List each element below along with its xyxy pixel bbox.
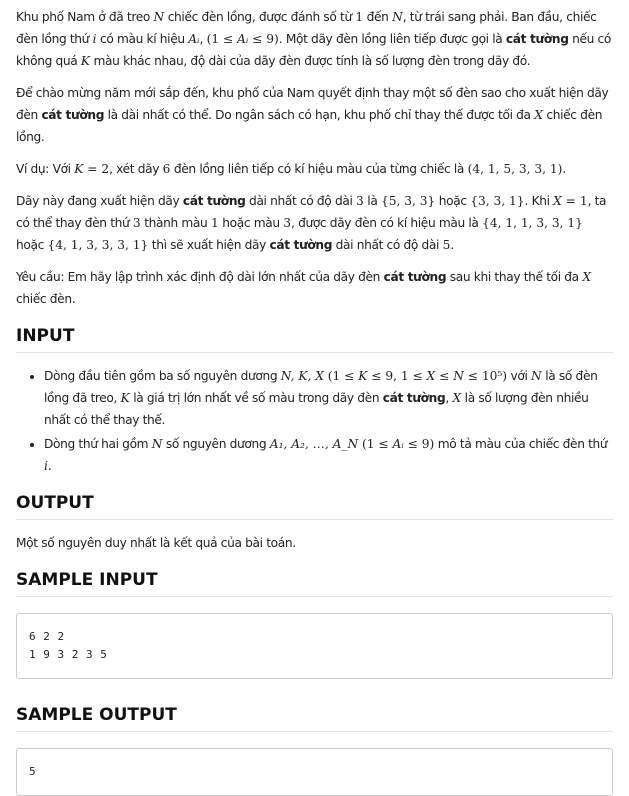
text-segment: sau khi thay thế tối đa [446, 270, 583, 284]
output-heading: OUTPUT [16, 493, 613, 520]
math-variable: K [120, 391, 130, 405]
math-variable: K [74, 162, 84, 176]
text-segment: là giá trị lớn nhất về số màu trong dãy đèn [129, 391, 383, 405]
sample-output-box[interactable]: 5 [16, 748, 613, 796]
text-segment: Yêu cầu: Em hãy lập trình xác định độ dài lớn nhất của dãy đèn [16, 270, 384, 284]
sample-input-box[interactable]: 6 2 2 1 9 3 2 3 5 [16, 613, 613, 679]
math-variable: X [426, 369, 436, 383]
text-segment: chiếc đèn lồng, được đánh số từ [164, 10, 356, 24]
math-variable: N, K, X [280, 369, 324, 383]
math-variable: Aᵢ [188, 32, 200, 46]
text-segment: hoặc màu [218, 216, 284, 230]
math-variable: i [44, 459, 48, 473]
bold-term: cát tường [383, 270, 447, 284]
text-segment: Ví dụ: Với [16, 162, 75, 176]
math-variable: K [80, 54, 90, 68]
text-segment: với [506, 369, 532, 383]
bold-term: cát tường [182, 194, 246, 208]
text-segment: mô tả màu của chiếc đèn thứ [434, 437, 608, 451]
math-expression: 6 [162, 162, 171, 176]
text-segment: Để chào mừng năm mới sắp đến, khu phố của Nam quyết định thay một số đèn sao cho xuất hiện dãy đèn [16, 86, 609, 122]
text-segment: . Một dãy đèn lồng liên tiếp được gọi là [278, 32, 506, 46]
statement-paragraph [16, 82, 613, 148]
math-variable: X [553, 194, 562, 208]
bold-term: cát tường [41, 108, 105, 122]
math-variable: N [392, 10, 403, 24]
text-segment: hoặc [16, 238, 48, 252]
math-expression: 1 [355, 10, 364, 24]
input-spec-item [44, 365, 613, 431]
math-expression: {3, 3, 1} [470, 194, 525, 208]
statement-paragraph [16, 190, 613, 256]
statement-paragraph [16, 158, 613, 180]
sample-input-heading: SAMPLE INPUT [16, 570, 613, 597]
math-variable: X [534, 108, 543, 122]
text-segment: . [47, 459, 52, 473]
bold-term: cát tường [382, 391, 446, 405]
math-variable: Aᵢ [237, 32, 249, 46]
math-variable: Aᵢ [392, 437, 404, 451]
math-expression: (1 ≤ [358, 437, 393, 451]
sample-output-heading: SAMPLE OUTPUT [16, 705, 613, 732]
math-expression: ≤ 9) [403, 437, 435, 451]
text-segment: là [363, 194, 381, 208]
math-expression: ≤ 10⁵) [463, 369, 507, 383]
text-segment: có màu kí hiệu [96, 32, 189, 46]
text-segment: , từ trái sang phải. Ban đầu, chiếc đèn lồng thứ [16, 10, 597, 46]
math-variable: N [153, 10, 165, 24]
input-heading: INPUT [16, 326, 613, 353]
text-segment: là dài nhất có thể. Do ngân sách có hạn, khu phố chỉ thay thế được tối đa [104, 108, 535, 122]
text-segment: thành màu [140, 216, 211, 230]
math-expression: {5, 3, 3} [380, 194, 436, 208]
math-expression: 3 [132, 216, 141, 230]
text-segment: , [199, 32, 207, 46]
math-expression: = 1 [561, 194, 588, 208]
math-expression: ≤ 9, 1 ≤ [367, 369, 427, 383]
text-segment: Dãy này đang xuất hiện dãy [16, 194, 183, 208]
statement-paragraph [16, 266, 613, 310]
text-segment: nếu có không quá [16, 32, 611, 68]
text-segment: là số lượng đèn nhiều nhất có thể thay thế. [44, 391, 589, 427]
statement-paragraph [16, 6, 613, 72]
bold-term: cát tường [505, 32, 569, 46]
math-variable: N [453, 369, 464, 383]
output-spec: Một số nguyên duy nhất là kết quả của bài toán. [16, 536, 296, 550]
bold-term: cát tường [269, 238, 333, 252]
text-segment: Dòng thứ hai gồm [44, 437, 152, 451]
text-segment: chiếc đèn. [16, 292, 76, 306]
math-expression: ≤ [435, 369, 454, 383]
text-segment: . [450, 238, 454, 252]
math-expression: 3 [356, 194, 364, 208]
math-expression: ≤ 9) [248, 32, 279, 46]
text-segment: , ta có thể thay đèn thứ [16, 194, 607, 230]
math-variable: K [358, 369, 368, 383]
math-expression: 3 [283, 216, 292, 230]
text-segment: Dòng đầu tiên gồm ba số nguyên dương [44, 369, 281, 383]
text-segment: đèn lồng liên tiếp có kí hiệu màu của từng chiếc là [170, 162, 468, 176]
text-segment: Khu phố Nam ở đã treo [16, 10, 154, 24]
math-expression: {4, 1, 1, 3, 3, 1} [482, 216, 583, 230]
math-expression: 1 [210, 216, 219, 230]
text-segment: là số đèn lồng đã treo, [44, 369, 598, 405]
text-segment: đến [363, 10, 393, 24]
math-expression: {4, 1, 3, 3, 3, 1} [47, 238, 149, 252]
input-spec-list [16, 365, 613, 477]
text-segment: , xét dãy [109, 162, 163, 176]
input-spec-item [44, 433, 613, 477]
math-variable: N [531, 369, 542, 383]
text-segment: dài nhất có độ dài [332, 238, 443, 252]
math-variable: i [92, 32, 97, 46]
math-expression: (4, 1, 5, 3, 3, 1) [467, 162, 563, 176]
math-expression: 5 [442, 238, 451, 252]
text-segment: màu khác nhau, độ dài của dãy đèn được tính là số lượng đèn trong dãy đó. [90, 54, 531, 68]
statement-body [16, 6, 613, 310]
math-variable: A₁, A₂, …, A_N [269, 437, 359, 451]
math-variable: N [151, 437, 163, 451]
text-segment: . [562, 162, 566, 176]
math-variable: X [582, 270, 592, 284]
text-segment: hoặc [435, 194, 471, 208]
text-segment: , được dãy đèn có kí hiệu màu là [291, 216, 483, 230]
text-segment: . Khi [524, 194, 554, 208]
math-expression: (1 ≤ [323, 369, 359, 383]
math-expression: = 2 [83, 162, 110, 176]
math-variable: X [452, 391, 462, 405]
text-segment: , [445, 391, 453, 405]
text-segment: chiếc đèn lồng. [16, 108, 603, 144]
math-expression: (1 ≤ [206, 32, 238, 46]
text-segment: số nguyên dương [162, 437, 270, 451]
text-segment: thì sẽ xuất hiện dãy [148, 238, 270, 252]
text-segment: dài nhất có độ dài [245, 194, 357, 208]
